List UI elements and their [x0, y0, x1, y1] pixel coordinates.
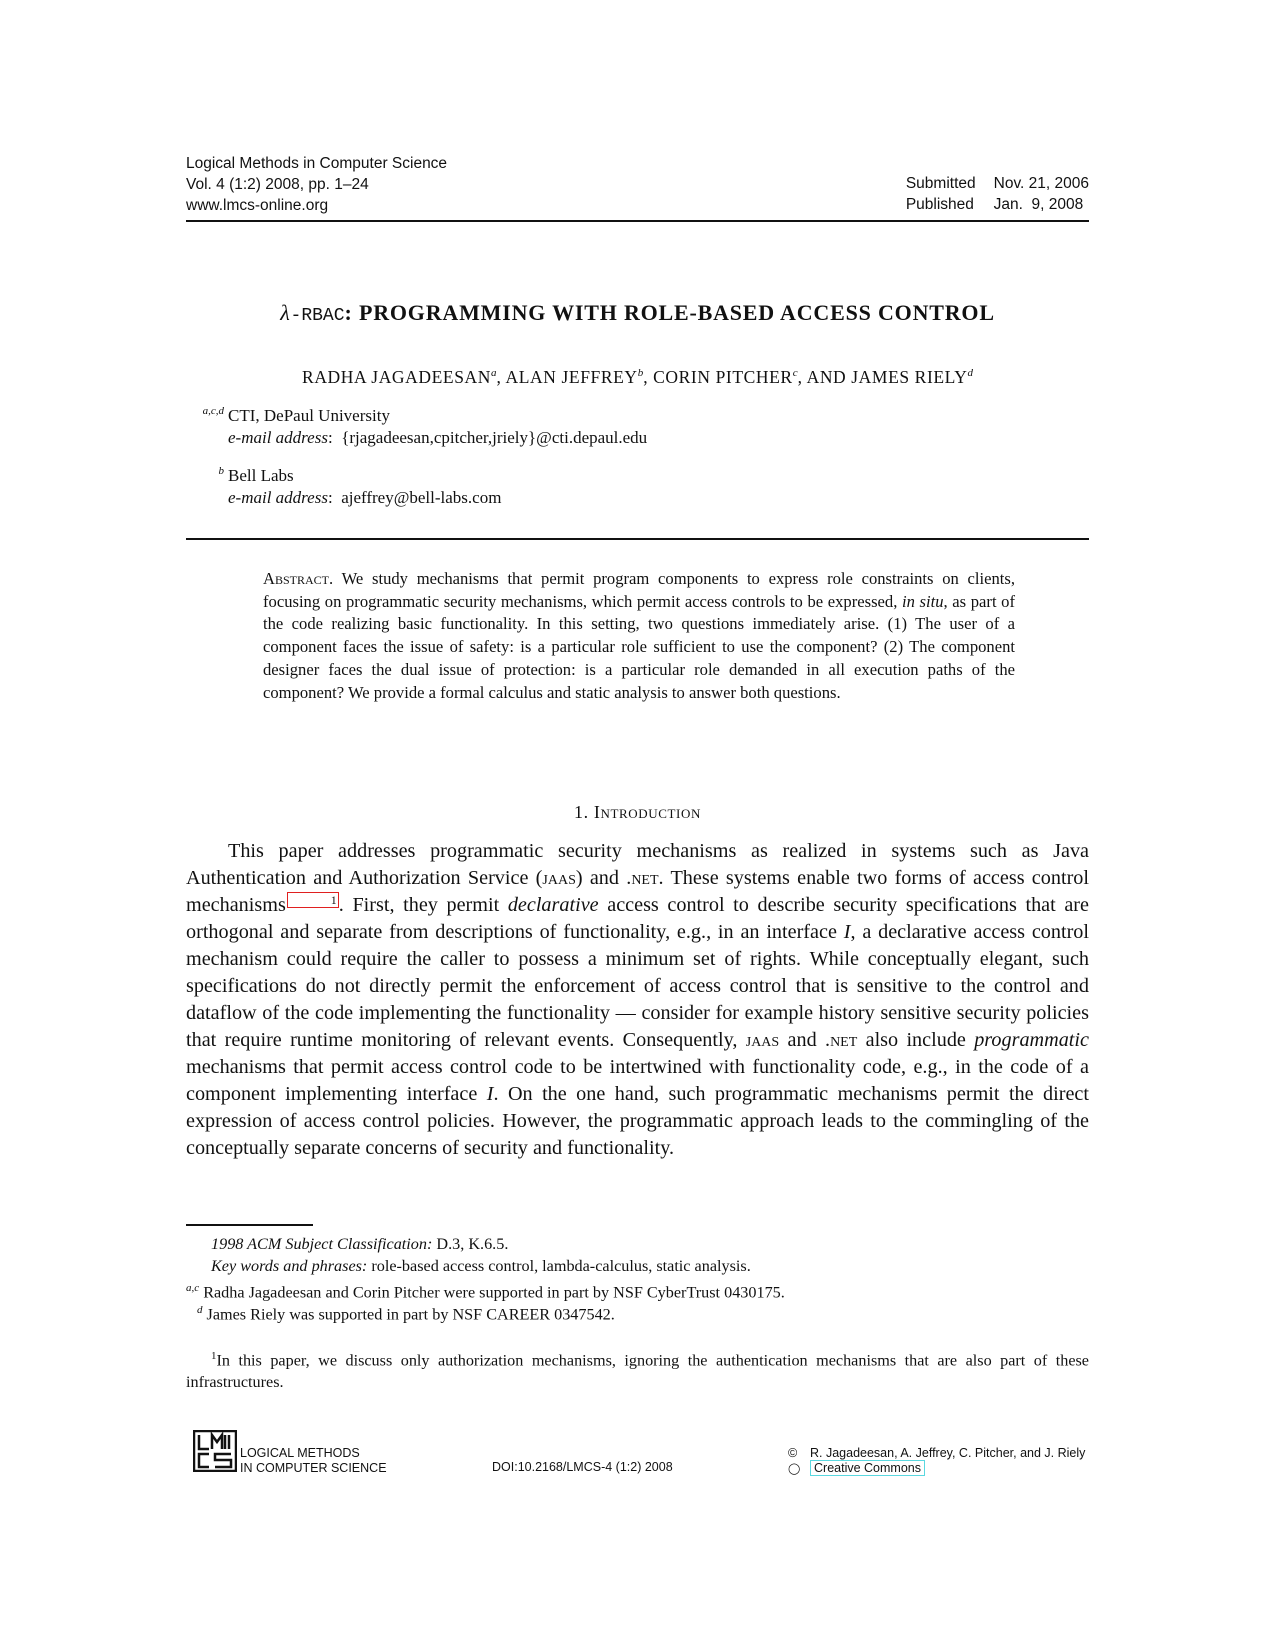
copyright-holders: R. Jagadeesan, A. Jeffrey, C. Pitcher, and J. Riely [810, 1446, 1086, 1460]
funding-text: Radha Jagadeesan and Corin Pitcher were supported in part by NSF CyberTrust 0430175. [203, 1283, 785, 1302]
affiliation-marks: b [218, 465, 224, 477]
author-name: ALAN JEFFREY [505, 367, 638, 387]
body-text: This paper addresses programmatic security mechanisms as realized in systems such as Java Authentication and Authorization Service ( [186, 840, 1089, 889]
wordmark-line-2: IN COMPUTER SCIENCE [240, 1460, 387, 1475]
dates-block [906, 173, 1089, 215]
lmcs-logo-icon [193, 1430, 237, 1472]
submitted-label: Submitted [905, 175, 976, 192]
title-rbac: -RBAC [290, 306, 345, 326]
acronym-net: .net [626, 867, 659, 889]
affiliation-depaul [202, 405, 648, 449]
math-interface-I: I [843, 921, 851, 943]
footnote-1 [186, 1345, 1089, 1393]
header-rule [186, 220, 1089, 222]
published-date: Jan. 9, 2008 [993, 196, 1084, 213]
abstract-text: , as part of the code realizing basic functionality. In this setting, two questions immediately arise. (1) The user of a component faces the issue of safety: is a particular role sufficient to use the component? (2) The component designer faces the dual issue of protection: is a particular role demanded in all execution paths of the component? We provide a formal calculus and static analysis to answer both questions. [263, 591, 1016, 702]
abstract [263, 568, 1015, 704]
intro-paragraph [186, 838, 1089, 1162]
author-mark: b [637, 367, 644, 380]
funding-marks: a,c [186, 1282, 200, 1294]
email-address: {rjagadeesan,cpitcher,jriely}@cti.depaul.edu [341, 428, 648, 447]
footnote-rule [186, 1224, 313, 1226]
acm-label: 1998 ACM Subject Classification: [211, 1235, 433, 1253]
submitted-row [906, 173, 1089, 194]
footnote-funding-d [197, 1299, 1089, 1325]
acronym-jaas: jaas [745, 1029, 780, 1051]
section-title: Introduction [593, 802, 701, 822]
affiliation-institution: CTI, DePaul University [228, 406, 390, 425]
affiliation-institution: Bell Labs [228, 466, 294, 485]
copyright-block [788, 1446, 1085, 1477]
journal-website: www.lmcs-online.org [186, 197, 329, 214]
acronym-jaas: jaas [542, 867, 576, 889]
affiliation-marks: a,c,d [202, 405, 224, 417]
funding-text: James Riely was supported in part by NSF CAREER 0347542. [206, 1305, 615, 1324]
footnote-1-text: In this paper, we discuss only authorization mechanisms, ignoring the authentication mechanisms that are also part of these infrastructures. [186, 1351, 1089, 1392]
doi: DOI:10.2168/LMCS-4 (1:2) 2008 [492, 1460, 673, 1474]
journal-header [186, 153, 447, 216]
author-mark: a [491, 367, 497, 380]
body-text: ) and [575, 867, 627, 889]
email-address: ajeffrey@bell-labs.com [341, 488, 502, 507]
lmcs-wordmark [240, 1446, 387, 1475]
body-text: mechanisms that permit access control code to be intertwined with functionality code, e.g., in the code of a component implementing interface [186, 1056, 1089, 1105]
body-text: , a declarative access control mechanism could require the caller to possess a minimum set of rights. While conceptually elegant, such specifications do not directly permit the enforcement of access control that is sensitive to the control and dataflow of the code implementing the functionality — consider for example history sensitive security policies that require runtime monitoring of relevant events. Consequently, [186, 921, 1089, 1051]
funding-marks: d [197, 1304, 203, 1316]
keywords-label: Key words and phrases: [211, 1257, 368, 1275]
author-name: CORIN PITCHER [653, 367, 793, 387]
acm-value: D.3, K.6.5. [436, 1235, 509, 1253]
journal-volume: Vol. 4 (1:2) 2008, pp. 1–24 [186, 176, 369, 193]
journal-name: Logical Methods in Computer Science [186, 155, 448, 172]
footnote-1-mark: 1 [211, 1350, 217, 1362]
published-row [906, 194, 1089, 215]
title-lambda: λ [280, 300, 291, 325]
emphasis-programmatic: programmatic [974, 1029, 1089, 1051]
paper-title [0, 300, 1275, 326]
published-label: Published [905, 196, 974, 213]
submitted-date: Nov. 21, 2006 [993, 175, 1089, 192]
copyright-icon: © [788, 1446, 798, 1460]
keywords-value: role-based access control, lambda-calculus, static analysis. [371, 1257, 751, 1275]
creative-commons-icon: ◯ [788, 1463, 801, 1475]
section-number: 1. [574, 802, 589, 822]
wordmark-line-1: LOGICAL METHODS [240, 1446, 360, 1460]
affiliation-email-line: e-mail address: {rjagadeesan,cpitcher,jriely}@cti.depaul.edu [228, 428, 648, 447]
author-mark: d [967, 367, 973, 380]
body-text: . On the one hand, such programmatic mechanisms permit the direct expression of access control policies. However, the programmatic approach leads to the commingling of the conceptually separate concerns of security and functionality. [186, 1083, 1089, 1159]
emphasis-declarative: declarative [507, 894, 599, 916]
intro-body [186, 838, 1089, 1162]
footnote-acm [211, 1233, 1089, 1255]
license-line [788, 1461, 1085, 1477]
body-text: also include [857, 1029, 975, 1051]
section-heading [0, 802, 1275, 823]
title-text: : PROGRAMMING WITH ROLE-BASED ACCESS CONTROL [344, 300, 995, 325]
math-interface-I: I [486, 1083, 494, 1105]
body-text: and [779, 1029, 826, 1051]
body-text: access control to describe security specifications that are orthogonal and separate from descriptions of functionality, e.g., in an interface [186, 894, 1089, 943]
email-label: e-mail address [228, 428, 328, 447]
affiliation-rule [186, 538, 1089, 540]
author-list: RADHA JAGADEESAN$^a$, ALAN JEFFREY$^b$, CORIN PITCHER$^c$, AND JAMES RIELY$^d$ [302, 367, 973, 387]
acronym-net: .net [825, 1029, 858, 1051]
body-text: . These systems enable two forms of access control mechanisms [186, 867, 1089, 916]
creative-commons-link[interactable]: Creative Commons [810, 1460, 925, 1476]
author-mark: c [792, 367, 798, 380]
body-text: . First, they permit [338, 894, 508, 916]
footnote-keywords [211, 1255, 1089, 1277]
author-name: AND JAMES RIELY [806, 367, 968, 387]
abstract-label: Abstract. [263, 569, 334, 588]
abstract-text: We study mechanisms that permit program components to express role constraints on clients, focusing on programmatic security mechanisms, which permit access controls to be expressed, [263, 569, 1015, 611]
email-label: e-mail address [228, 488, 328, 507]
abstract-emphasis: in situ [901, 591, 944, 611]
author-name: RADHA JAGADEESAN [302, 367, 492, 387]
footnote-1-link[interactable]: 1 [287, 892, 339, 908]
affiliation-email-line: e-mail address: ajeffrey@bell-labs.com [228, 488, 502, 507]
affiliation-bell-labs [218, 465, 502, 509]
copyright-line [788, 1446, 1085, 1461]
